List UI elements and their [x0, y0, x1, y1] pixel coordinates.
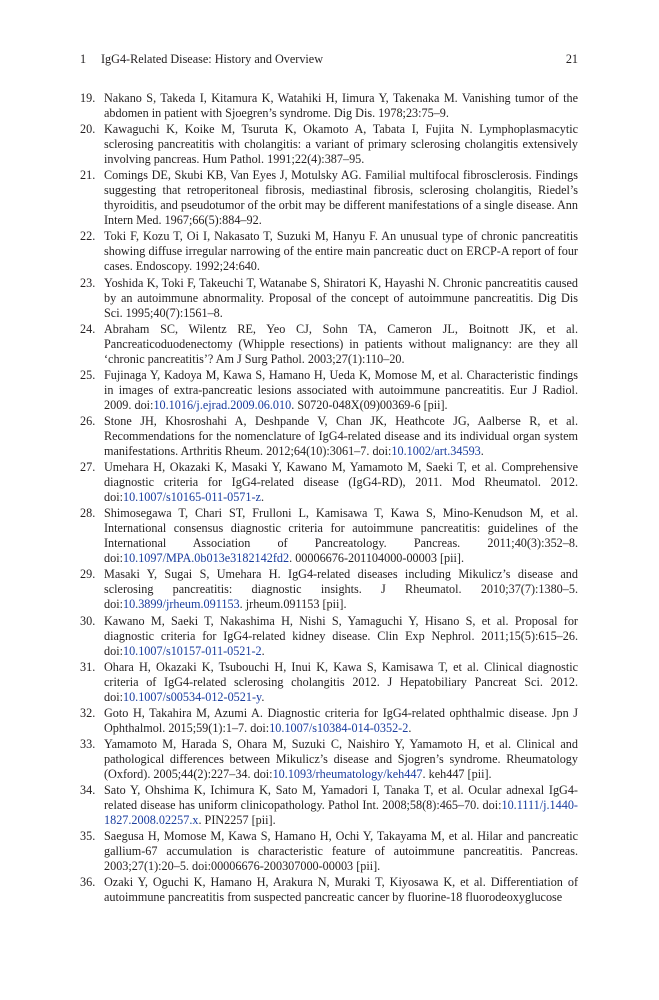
- reference-text: [104, 322, 578, 366]
- reference-text: [104, 414, 578, 458]
- doi-link[interactable]: 10.1007/s10165-011-0571-z: [122, 490, 261, 505]
- reference-text-segment: Goto H, Takahira M, Azumi A. Diagnostic criteria for IgG4-related ophthalmic disease. Jpn J Ophthalmol. 2015;59(1):1–7. doi:: [104, 705, 578, 735]
- reference-text: [104, 276, 578, 320]
- reference-item: [80, 783, 578, 828]
- doi-link[interactable]: 10.1007/s10157-011-0521-2: [122, 643, 262, 658]
- reference-text-segment: .: [408, 720, 412, 735]
- reference-text-segment: . 00006676-201104000-00003 [pii].: [289, 551, 464, 566]
- reference-item: [80, 737, 578, 782]
- reference-text: [104, 168, 578, 227]
- reference-text-segment: Stone JH, Khosroshahi A, Deshpande V, Chan JK, Heathcote JG, Aalberse R, et al. Recommendations for the nomenclature of IgG4-related disease and its individual organ system manifestations. Arthritis Rheum. 2012;64(10):3061–7. doi:: [104, 413, 578, 458]
- reference-item: [80, 229, 578, 274]
- reference-text: [104, 875, 578, 904]
- reference-item: [80, 414, 578, 459]
- reference-text-segment: Yamamoto M, Harada S, Ohara M, Suzuki C, Naishiro Y, Yamamoto H, et al. Clinical and pathological differences between Mikulicz’s disease and Sjogren’s syndrome. Rheumatology (Oxford). 2005;44(2):227–34. doi:: [104, 736, 578, 781]
- reference-text-segment: Abraham SC, Wilentz RE, Yeo CJ, Sohn TA, Cameron JL, Boitnott JK, et al. Pancreaticoduodenectomy (Whipple resections) in patients without malignancy: are they all ‘chronic pancreatitis’? Am J Surg Pathol. 2003;27(1):110–20.: [104, 321, 578, 366]
- reference-text-segment: .: [260, 490, 265, 505]
- reference-list: [80, 91, 578, 907]
- reference-item: [80, 829, 578, 874]
- doi-link[interactable]: 10.1093/rheumatology/keh447: [272, 766, 423, 781]
- reference-text: [104, 460, 578, 504]
- reference-text-segment: Sato Y, Ohshima K, Ichimura K, Sato M, Yamadori I, Tanaka T, et al. Ocular adnexal IgG4-related disease has uniform clinicopathology. Pathol Int. 2008;58(8):465–70. doi:: [104, 783, 578, 813]
- reference-item: [80, 875, 578, 905]
- reference-text-segment: Ohara H, Okazaki K, Tsubouchi H, Inui K, Kawa S, Kamisawa T, et al. Clinical diagnostic criteria of IgG4-related sclerosing cholangitis 2012. J Hepatobiliary Pancreat Sci. 2012. doi:: [104, 659, 578, 704]
- reference-number: 36.: [80, 875, 96, 890]
- reference-text: [104, 829, 578, 873]
- reference-item: [80, 506, 578, 566]
- reference-number: 32.: [80, 705, 96, 720]
- doi-link[interactable]: 10.1002/art.34593: [391, 443, 481, 458]
- reference-number: 23.: [80, 275, 96, 290]
- reference-text: [104, 614, 578, 658]
- reference-text: [104, 567, 578, 611]
- doi-link[interactable]: 10.1097/MPA.0b013e3182142fd2: [122, 551, 290, 566]
- reference-text-segment: Comings DE, Skubi KB, Van Eyes J, Motulsky AG. Familial multifocal fibrosclerosis. Findings suggesting that retroperitoneal fibrosis, mediastinal fibrosis, sclerosing cholangitis, Riedel’s thyroiditis, and pseudotumor of the orbit may be different manifestations of a single disease. Ann Intern Med. 1967;66(5):884–92.: [104, 168, 578, 228]
- reference-text-segment: . keh447 [pii].: [422, 766, 492, 781]
- reference-text-segment: Kawaguchi K, Koike M, Tsuruta K, Okamoto A, Tabata I, Fujita N. Lymphoplasmacytic sclerosing pancreatitis with cholangitis: a variant of primary sclerosing cholangitis extensively involving pancreas. Hum Pathol. 1991;22(4):387–95.: [104, 122, 578, 167]
- reference-text: [104, 122, 578, 166]
- chapter-title: IgG4-Related Disease: History and Overview: [101, 52, 324, 66]
- doi-link[interactable]: 10.1007/s00534-012-0521-y: [122, 689, 262, 704]
- doi-link[interactable]: 10.1016/j.ejrad.2009.06.010: [153, 397, 292, 412]
- reference-text-segment: .: [261, 689, 265, 704]
- reference-text-segment: Fujinaga Y, Kadoya M, Kawa S, Hamano H, Ueda K, Momose M, et al. Characteristic findings in images of extra-pancreatic lesions associated with autoimmune pancreatitis. Eur J Radiol. 2009. doi:: [104, 367, 578, 412]
- reference-text-segment: Ozaki Y, Oguchi K, Hamano H, Arakura N, Muraki T, Kiyosawa K, et al. Differentiation of autoimmune pancreatitis from suspected pancreatic cancer by fluorine-18 fluorodeoxyglucose: [104, 875, 578, 905]
- reference-text: [104, 660, 578, 704]
- reference-text-segment: Umehara H, Okazaki K, Masaki Y, Kawano M, Yamamoto M, Saeki T, et al. Comprehensive diagnostic criteria for IgG4-related disease (IgG4-RD), 2011. Mod Rheumatol. 2012. doi:: [104, 460, 578, 505]
- reference-item: [80, 706, 578, 736]
- reference-number: 34.: [80, 783, 96, 798]
- reference-number: 31.: [80, 659, 96, 674]
- reference-text-segment: Shimosegawa T, Chari ST, Frulloni L, Kamisawa T, Kawa S, Mino-Kenudson M, et al. International consensus diagnostic criteria for autoimmune pancreatitis: guidelines of the International Association of Pancreatology. Pancreas. 2011;40(3):352–8. doi:: [104, 506, 578, 566]
- reference-number: 26.: [80, 413, 96, 428]
- reference-item: [80, 614, 578, 659]
- reference-text: [104, 368, 578, 412]
- reference-text-segment: Yoshida K, Toki F, Takeuchi T, Watanabe S, Shiratori K, Hayashi N. Chronic pancreatitis caused by an autoimmune abnormality. Proposal of the concept of autoimmune pancreatitis. Dig Dis Sci. 1995;40(7):1561–8.: [104, 275, 578, 320]
- reference-text: [104, 706, 578, 735]
- reference-item: [80, 122, 578, 167]
- reference-text-segment: . jrheum.091153 [pii].: [239, 597, 347, 612]
- reference-text-segment: Masaki Y, Sugai S, Umehara H. IgG4-related diseases including Mikulicz’s disease and sclerosing pancreatitis: diagnostic insights. J Rheumatol. 2010;37(7):1380–5. doi:: [104, 567, 578, 612]
- reference-item: [80, 368, 578, 413]
- reference-number: 20.: [80, 122, 96, 137]
- reference-number: 25.: [80, 367, 96, 382]
- reference-text-segment: . PIN2257 [pii].: [198, 813, 276, 828]
- reference-item: [80, 276, 578, 321]
- reference-text: [104, 506, 578, 565]
- doi-link[interactable]: 10.1111/j.1440-1827.2008.02257.x: [104, 798, 578, 828]
- reference-text-segment: Toki F, Kozu T, Oi I, Nakasato T, Suzuki M, Hanyu F. An unusual type of chronic pancreatitis showing diffuse irregular narrowing of the entire main pancreatic duct on ERCP-A report of four cases. Endoscopy. 1992;24:640.: [104, 229, 578, 274]
- reference-text-segment: .: [261, 643, 265, 658]
- reference-number: 27.: [80, 460, 96, 475]
- reference-number: 28.: [80, 506, 96, 521]
- reference-text-segment: Saegusa H, Momose M, Kawa S, Hamano H, Ochi Y, Takayama M, et al. Hilar and pancreatic gallium-67 accumulation is characteristic feature of autoimmune pancreatitis. Pancreas. 2003;27(1):20–5. doi:00006676-200307000-00003 [pii].: [104, 829, 578, 874]
- reference-number: 21.: [80, 168, 96, 183]
- reference-number: 29.: [80, 567, 96, 582]
- reference-item: [80, 460, 578, 505]
- reference-item: [80, 567, 578, 612]
- reference-text: [104, 91, 578, 120]
- reference-text-segment: Nakano S, Takeda I, Kitamura K, Watahiki H, Iimura Y, Takenaka M. Vanishing tumor of the abdomen in patient with Sjoegren’s syndrome. Dig Dis. 1978;23:75–9.: [104, 91, 578, 120]
- reference-item: [80, 91, 578, 121]
- reference-text-segment: Kawano M, Saeki T, Nakashima H, Nishi S, Yamaguchi Y, Hisano S, et al. Proposal for diagnostic criteria for IgG4-related kidney disease. Clin Exp Nephrol. 2011;15(5):615–26. doi:: [104, 613, 578, 658]
- reference-number: 33.: [80, 736, 96, 751]
- reference-text: [104, 783, 578, 827]
- page-number: 21: [565, 52, 578, 66]
- reference-number: 24.: [80, 321, 96, 336]
- reference-item: [80, 168, 578, 228]
- reference-text: [104, 737, 578, 781]
- chapter-number: 1: [80, 52, 87, 66]
- reference-item: [80, 322, 578, 367]
- reference-text-segment: .: [480, 443, 484, 458]
- reference-item: [80, 660, 578, 705]
- reference-text-segment: . S0720-048X(09)00369-6 [pii].: [291, 397, 448, 412]
- reference-number: 22.: [80, 229, 96, 244]
- reference-number: 19.: [80, 91, 96, 105]
- reference-text: [104, 229, 578, 273]
- reference-number: 35.: [80, 829, 96, 844]
- doi-link[interactable]: 10.3899/jrheum.091153: [122, 597, 240, 612]
- reference-number: 30.: [80, 613, 96, 628]
- doi-link[interactable]: 10.1007/s10384-014-0352-2: [269, 720, 409, 735]
